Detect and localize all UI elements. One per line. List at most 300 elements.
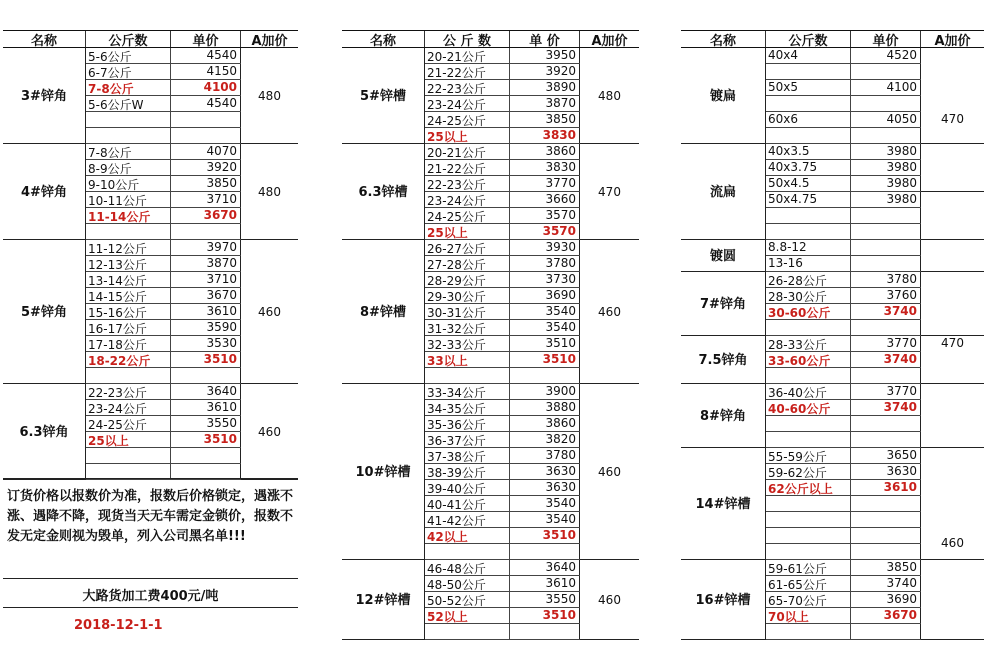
- unit-price: 3510: [171, 352, 241, 367]
- table-row: [766, 80, 921, 96]
- unit-price: [851, 320, 921, 335]
- table-row: [86, 448, 241, 464]
- weight-range: 55-59公斤: [766, 448, 851, 463]
- table-row: [766, 272, 921, 288]
- weight-range: [766, 320, 851, 335]
- weight-range: [766, 208, 851, 223]
- table-row: [766, 304, 921, 320]
- unit-price: 4050: [851, 112, 921, 127]
- surcharge: 470: [921, 240, 984, 448]
- weight-range: 28-33公斤: [766, 336, 851, 351]
- unit-price: 3510: [510, 352, 580, 367]
- weight-range: 26-27公斤: [425, 240, 510, 255]
- product-name: 8#锌角: [681, 384, 766, 448]
- product-name: 5#锌角: [3, 240, 86, 384]
- weight-range: [86, 112, 171, 127]
- table-row: [86, 112, 241, 128]
- table-row: [766, 464, 921, 480]
- unit-price: 4070: [171, 144, 241, 159]
- header-name: 名称: [3, 31, 86, 47]
- table-row: [766, 400, 921, 416]
- unit-price: 3770: [851, 384, 921, 399]
- surcharge: 470: [921, 48, 984, 192]
- weight-range: 6-7公斤: [86, 64, 171, 79]
- table-row: [86, 384, 241, 400]
- table-row: [766, 448, 921, 464]
- surcharge: 460: [598, 304, 621, 319]
- table-row: [425, 80, 580, 96]
- table-row: [766, 384, 921, 400]
- unit-price: 3530: [171, 336, 241, 351]
- surcharge: 470: [598, 184, 621, 199]
- surcharge: 460: [921, 448, 984, 640]
- weight-range: 60x6: [766, 112, 851, 127]
- unit-price: [171, 368, 241, 383]
- weight-range: 41-42公斤: [425, 512, 510, 527]
- product-name: 8#锌槽: [342, 240, 425, 384]
- table-row: [766, 240, 921, 256]
- weight-range: [766, 544, 851, 559]
- table-row: [425, 432, 580, 448]
- unit-price: 3660: [510, 192, 580, 207]
- product-name: 7#锌角: [681, 272, 766, 336]
- unit-price: [851, 432, 921, 447]
- unit-price: 3630: [510, 480, 580, 495]
- weight-range: 25以上: [86, 432, 171, 447]
- unit-price: [510, 368, 580, 383]
- table-row: [86, 144, 241, 160]
- unit-price: 3550: [510, 592, 580, 607]
- table-row: [766, 208, 921, 224]
- table-row: [86, 432, 241, 448]
- unit-price: 3780: [510, 448, 580, 463]
- unit-price: 3830: [510, 128, 580, 143]
- table-row: [86, 288, 241, 304]
- unit-price: 4150: [171, 64, 241, 79]
- header-kg: 公斤数: [766, 31, 851, 47]
- weight-range: [766, 496, 851, 511]
- weight-range: 36-37公斤: [425, 432, 510, 447]
- header-name: 名称: [342, 31, 425, 47]
- weight-range: [766, 64, 851, 79]
- table-row: [425, 416, 580, 432]
- weight-range: 40x3.5: [766, 144, 851, 159]
- unit-price: 3690: [510, 288, 580, 303]
- table-row: [425, 240, 580, 256]
- weight-range: 62公斤以上: [766, 480, 851, 495]
- unit-price: [851, 416, 921, 431]
- table-row: [766, 176, 921, 192]
- weight-range: 20-21公斤: [425, 48, 510, 63]
- table-row: [86, 320, 241, 336]
- weight-range: 48-50公斤: [425, 576, 510, 591]
- unit-price: 3780: [851, 272, 921, 287]
- unit-price: 3770: [851, 336, 921, 351]
- table-row: [425, 368, 580, 384]
- table-row: [425, 224, 580, 240]
- weight-range: 9-10公斤: [86, 176, 171, 191]
- weight-range: 50x4.5: [766, 176, 851, 191]
- table-row: [766, 624, 921, 640]
- weight-range: 15-16公斤: [86, 304, 171, 319]
- table-row: [766, 320, 921, 336]
- table-row: [425, 560, 580, 576]
- weight-range: [766, 368, 851, 383]
- weight-range: 10-11公斤: [86, 192, 171, 207]
- weight-range: 52以上: [425, 608, 510, 623]
- weight-range: 40-60公斤: [766, 400, 851, 415]
- weight-range: 27-28公斤: [425, 256, 510, 271]
- weight-range: 24-25公斤: [86, 416, 171, 431]
- table-row: [86, 176, 241, 192]
- product-name: 镀扁: [681, 48, 766, 144]
- unit-price: 3930: [510, 240, 580, 255]
- unit-price: [851, 368, 921, 383]
- table-row: [425, 592, 580, 608]
- table-row: [425, 464, 580, 480]
- unit-price: [851, 240, 921, 255]
- weight-range: 31-32公斤: [425, 320, 510, 335]
- weight-range: [766, 512, 851, 527]
- weight-range: 30-31公斤: [425, 304, 510, 319]
- unit-price: 3950: [510, 48, 580, 63]
- unit-price: 4540: [171, 96, 241, 111]
- table-row: [425, 576, 580, 592]
- unit-price: 3850: [510, 112, 580, 127]
- unit-price: [510, 624, 580, 639]
- table-row: [86, 80, 241, 96]
- weight-range: [425, 624, 510, 639]
- surcharge: 480: [598, 88, 621, 103]
- unit-price: [851, 256, 921, 271]
- table-row: [766, 480, 921, 496]
- processing-fee: 大路货加工费400元/吨: [82, 589, 219, 604]
- table-row: [766, 352, 921, 368]
- unit-price: 3980: [851, 160, 921, 175]
- table-row: [86, 208, 241, 224]
- weight-range: 13-16: [766, 256, 851, 271]
- header-kg: 公 斤 数: [425, 31, 510, 47]
- product-group: [3, 48, 298, 144]
- unit-price: 3770: [510, 176, 580, 191]
- weight-range: 11-14公斤: [86, 208, 171, 223]
- table-row: [425, 144, 580, 160]
- unit-price: 3570: [510, 224, 580, 239]
- unit-price: 3640: [171, 384, 241, 399]
- unit-price: 3550: [171, 416, 241, 431]
- unit-price: 3870: [171, 256, 241, 271]
- weight-range: 7-8公斤: [86, 144, 171, 159]
- unit-price: 3850: [171, 176, 241, 191]
- order-notice: 订货价格以报数价为准，报数后价格锁定，遇涨不涨、遇降不降，现货当天无车需定金锁价，报数不发无定金则视为毁单，列入公司黑名单!!!: [7, 489, 294, 544]
- unit-price: 3970: [171, 240, 241, 255]
- unit-price: 3610: [851, 480, 921, 495]
- weight-range: 18-22公斤: [86, 352, 171, 367]
- weight-range: 42以上: [425, 528, 510, 543]
- surcharge: 460: [258, 424, 281, 439]
- unit-price: 3890: [510, 80, 580, 95]
- table-row: [425, 320, 580, 336]
- unit-price: 3740: [851, 576, 921, 591]
- table-row: [766, 112, 921, 128]
- weight-range: 12-13公斤: [86, 256, 171, 271]
- product-name: 4#锌角: [3, 144, 86, 240]
- table-row: [86, 352, 241, 368]
- unit-price: [851, 224, 921, 239]
- product-name: 镀圆: [681, 240, 766, 272]
- table-row: [86, 48, 241, 64]
- table-row: [766, 256, 921, 272]
- weight-range: 33以上: [425, 352, 510, 367]
- table-row: [86, 400, 241, 416]
- table-row: [766, 544, 921, 560]
- unit-price: 3980: [851, 176, 921, 191]
- unit-price: 3900: [510, 384, 580, 399]
- unit-price: [171, 448, 241, 463]
- weight-range: 70以上: [766, 608, 851, 623]
- product-name: 7.5锌角: [681, 336, 766, 384]
- table-row: [86, 192, 241, 208]
- weight-range: 40x4: [766, 48, 851, 63]
- product-name: 16#锌槽: [681, 560, 766, 640]
- weight-range: 21-22公斤: [425, 64, 510, 79]
- unit-price: [851, 528, 921, 543]
- weight-range: 8-9公斤: [86, 160, 171, 175]
- weight-range: 28-30公斤: [766, 288, 851, 303]
- weight-range: 22-23公斤: [86, 384, 171, 399]
- unit-price: 3690: [851, 592, 921, 607]
- unit-price: 3610: [171, 400, 241, 415]
- table-row: [766, 128, 921, 144]
- weight-range: 8.8-12: [766, 240, 851, 255]
- weight-range: 25以上: [425, 224, 510, 239]
- unit-price: [851, 512, 921, 527]
- table-row: [425, 112, 580, 128]
- table-row: [425, 496, 580, 512]
- table-row: [425, 624, 580, 640]
- unit-price: 3630: [851, 464, 921, 479]
- weight-range: 23-24公斤: [425, 192, 510, 207]
- table-row: [425, 608, 580, 624]
- table-row: [766, 416, 921, 432]
- middle-header: [342, 30, 639, 48]
- unit-price: 3590: [171, 320, 241, 335]
- table-row: [425, 544, 580, 560]
- surcharge: 460: [258, 304, 281, 319]
- table-row: [425, 304, 580, 320]
- product-group: [3, 384, 298, 480]
- product-name: 14#锌槽: [681, 448, 766, 560]
- weight-range: 35-36公斤: [425, 416, 510, 431]
- weight-range: [425, 368, 510, 383]
- header-kg: 公斤数: [86, 31, 171, 47]
- table-row: [425, 272, 580, 288]
- table-row: [86, 160, 241, 176]
- date-label: 2018-12-1-1: [74, 618, 163, 633]
- table-row: [425, 176, 580, 192]
- weight-range: 25以上: [425, 128, 510, 143]
- unit-price: 3830: [510, 160, 580, 175]
- product-group: [342, 144, 639, 240]
- unit-price: 3630: [510, 464, 580, 479]
- weight-range: 33-60公斤: [766, 352, 851, 367]
- unit-price: 3920: [510, 64, 580, 79]
- unit-price: 3860: [510, 416, 580, 431]
- unit-price: [171, 112, 241, 127]
- weight-range: 29-30公斤: [425, 288, 510, 303]
- table-row: [766, 496, 921, 512]
- weight-range: 37-38公斤: [425, 448, 510, 463]
- weight-range: 13-14公斤: [86, 272, 171, 287]
- table-row: [86, 240, 241, 256]
- weight-range: 23-24公斤: [425, 96, 510, 111]
- weight-range: 30-60公斤: [766, 304, 851, 319]
- weight-range: 39-40公斤: [425, 480, 510, 495]
- table-row: [425, 448, 580, 464]
- weight-range: 5-6公斤: [86, 48, 171, 63]
- table-row: [86, 416, 241, 432]
- table-row: [766, 192, 921, 208]
- table-row: [766, 336, 921, 352]
- weight-range: 33-34公斤: [425, 384, 510, 399]
- table-row: [425, 336, 580, 352]
- weight-range: 36-40公斤: [766, 384, 851, 399]
- header-price: 单 价: [510, 31, 580, 47]
- unit-price: 3980: [851, 144, 921, 159]
- table-row: [766, 288, 921, 304]
- weight-range: 11-12公斤: [86, 240, 171, 255]
- weight-range: 20-21公斤: [425, 144, 510, 159]
- header-add: A加价: [934, 33, 971, 49]
- table-row: [425, 208, 580, 224]
- weight-range: 50x4.75: [766, 192, 851, 207]
- unit-price: [171, 128, 241, 143]
- weight-range: 14-15公斤: [86, 288, 171, 303]
- product-name: 5#锌槽: [342, 48, 425, 144]
- weight-range: [86, 128, 171, 143]
- table-row: [86, 64, 241, 80]
- unit-price: 3870: [510, 96, 580, 111]
- unit-price: 3610: [171, 304, 241, 319]
- table-row: [86, 336, 241, 352]
- unit-price: 3710: [171, 272, 241, 287]
- table-row: [425, 96, 580, 112]
- weight-range: 59-61公斤: [766, 560, 851, 575]
- weight-range: [766, 416, 851, 431]
- weight-range: 7-8公斤: [86, 80, 171, 95]
- unit-price: 3740: [851, 352, 921, 367]
- table-row: [425, 400, 580, 416]
- unit-price: [851, 128, 921, 143]
- product-group: [342, 240, 639, 384]
- table-row: [425, 528, 580, 544]
- weight-range: [766, 432, 851, 447]
- unit-price: 3780: [510, 256, 580, 271]
- unit-price: 3820: [510, 432, 580, 447]
- weight-range: 61-65公斤: [766, 576, 851, 591]
- table-row: [766, 48, 921, 64]
- product-group: [3, 144, 298, 240]
- weight-range: [425, 544, 510, 559]
- unit-price: 3610: [510, 576, 580, 591]
- table-row: [766, 512, 921, 528]
- unit-price: 3670: [171, 288, 241, 303]
- weight-range: 46-48公斤: [425, 560, 510, 575]
- weight-range: [766, 128, 851, 143]
- table-row: [425, 352, 580, 368]
- header-name: 名称: [681, 31, 766, 47]
- left-header: [3, 30, 298, 48]
- table-row: [86, 272, 241, 288]
- product-group: [3, 240, 298, 384]
- product-group: [342, 384, 639, 560]
- unit-price: [851, 96, 921, 111]
- table-row: [425, 288, 580, 304]
- weight-range: 40x3.75: [766, 160, 851, 175]
- table-row: [766, 608, 921, 624]
- weight-range: 16-17公斤: [86, 320, 171, 335]
- unit-price: [851, 496, 921, 511]
- weight-range: [766, 528, 851, 543]
- table-row: [86, 368, 241, 384]
- unit-price: [851, 208, 921, 223]
- product-group: [342, 48, 639, 144]
- table-row: [86, 96, 241, 112]
- product-name: 6.3锌角: [3, 384, 86, 480]
- unit-price: 4100: [851, 80, 921, 95]
- unit-price: 3760: [851, 288, 921, 303]
- unit-price: 3980: [851, 192, 921, 207]
- table-row: [86, 256, 241, 272]
- unit-price: 4540: [171, 48, 241, 63]
- weight-range: 23-24公斤: [86, 400, 171, 415]
- table-row: [766, 560, 921, 576]
- unit-price: 3740: [851, 304, 921, 319]
- unit-price: 3510: [510, 336, 580, 351]
- weight-range: 32-33公斤: [425, 336, 510, 351]
- table-row: [425, 192, 580, 208]
- unit-price: 3730: [510, 272, 580, 287]
- weight-range: 22-23公斤: [425, 80, 510, 95]
- table-row: [766, 96, 921, 112]
- table-row: [425, 256, 580, 272]
- unit-price: 3710: [171, 192, 241, 207]
- unit-price: [510, 544, 580, 559]
- table-row: [766, 432, 921, 448]
- weight-range: 65-70公斤: [766, 592, 851, 607]
- surcharge: 480: [258, 88, 281, 103]
- header-add: A加价: [251, 33, 288, 49]
- surcharge: 460: [598, 592, 621, 607]
- unit-price: 3920: [171, 160, 241, 175]
- weight-range: 50x5: [766, 80, 851, 95]
- unit-price: 3740: [851, 400, 921, 415]
- table-row: [425, 128, 580, 144]
- table-row: [425, 512, 580, 528]
- unit-price: 3880: [510, 400, 580, 415]
- header-price: 单价: [171, 31, 241, 47]
- unit-price: 3670: [851, 608, 921, 623]
- weight-range: 26-28公斤: [766, 272, 851, 287]
- table-row: [766, 160, 921, 176]
- weight-range: 24-25公斤: [425, 208, 510, 223]
- unit-price: 3510: [510, 528, 580, 543]
- fee-box: [3, 578, 298, 608]
- table-row: [425, 384, 580, 400]
- weight-range: [86, 464, 171, 479]
- product-group: [342, 560, 639, 640]
- weight-range: 50-52公斤: [425, 592, 510, 607]
